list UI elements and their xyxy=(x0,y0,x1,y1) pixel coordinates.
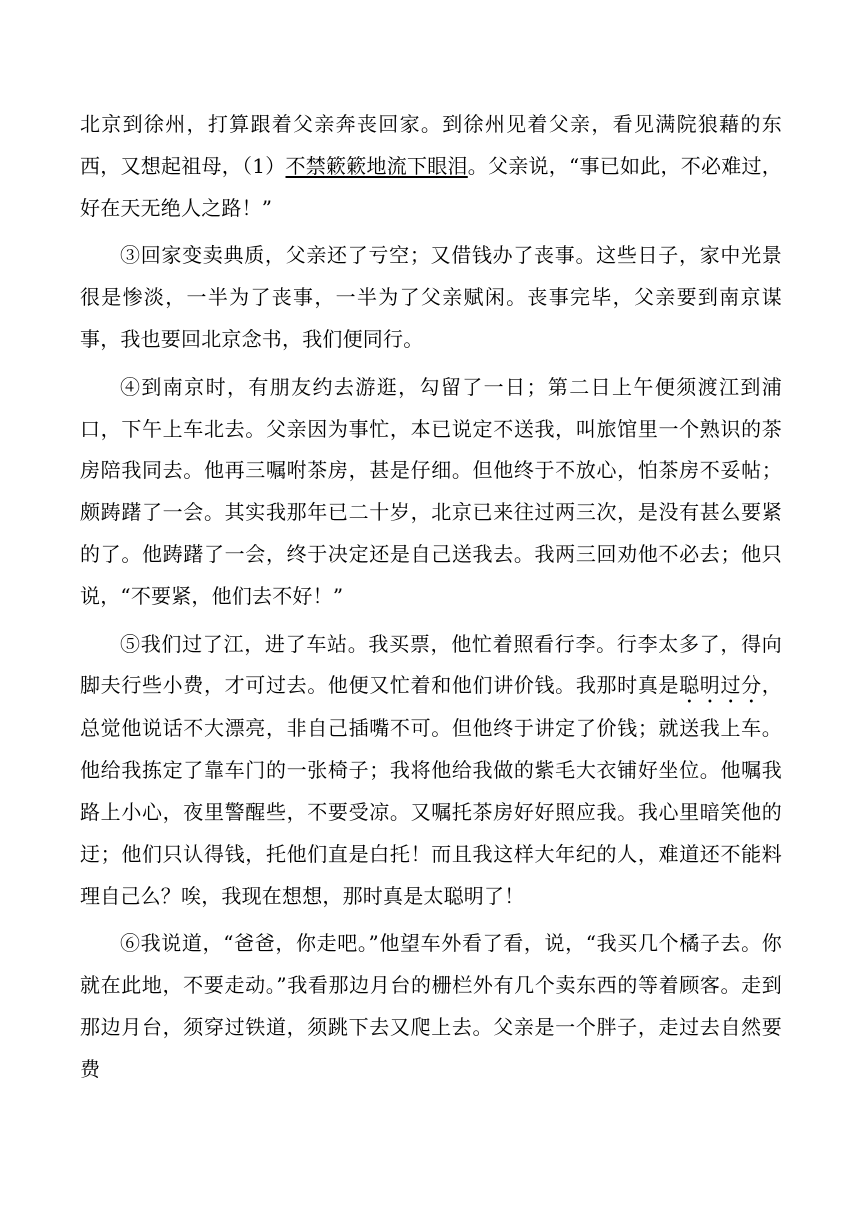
paragraph-3: ③回家变卖典质，父亲还了亏空；又借钱办了丧事。这些日子，家中光景很是惨淡，一半为了丧事，一半为了父亲赋闲。丧事完毕，父亲要到南京谋事，我也要回北京念书，我们便同行。 xyxy=(80,243,782,351)
paragraph-text: 北京到徐州，打算跟着父亲奔丧回家。到徐州见着父亲，看见满院狼藉的东西，又想起祖母，（1） xyxy=(80,112,782,178)
paragraph-text: 。父亲说，“事已如此，不必难过，好在天无绝人之路！” xyxy=(80,153,782,220)
paragraph-5 xyxy=(80,624,782,918)
paragraph-continued xyxy=(80,104,782,229)
paragraph-text: ⑤我们过了江，进了车站。我买票，他忙着照看行李。行李太多了，得向脚夫行些小费，才可过去。他便又忙着和他们讲价钱。我那时真是 xyxy=(80,631,782,698)
paragraph-4: ④到南京时，有朋友约去游逛，勾留了一日；第二日上午便须渡江到浦口，下午上车北去。父亲因为事忙，本已说定不送我，叫旅馆里一个熟识的茶房陪我同去。他再三嘱咐茶房，甚是仔细。但他终于不放心，怕茶房不妥帖；颇踌躇了一会。其实我那年已二十岁，北京已来往过两三次，是没有甚么要紧的了。他踌躇了一会，终于决定还是自己送我去。我两三回劝他不必去；他只说，“不要紧，他们去不好！” xyxy=(80,374,782,608)
document-page xyxy=(80,104,782,1097)
underlined-phrase: 不禁簌簌地流下眼泪 xyxy=(285,153,468,178)
paragraph-text: ，总觉他说话不大漂亮，非自己插嘴不可。但他终于讲定了价钱；就送我上车。他给我拣定了靠车门的一张椅子；我将他给我做的紫毛大衣铺好坐位。他嘱我路上小心，夜里警醒些，不要受凉。又嘱托茶房好好照应我。我心里暗笑他的迂；他们只认得钱，托他们直是白托！而且我这样大年纪的人，难道还不能料理自己么？唉，我现在想想，那时真是太聪明了！ xyxy=(80,673,782,908)
paragraph-6: ⑥我说道，“爸爸，你走吧。”他望车外看了看，说，“我买几个橘子去。你就在此地，不要走动。”我看那边月台的栅栏外有几个卖东西的等着顾客。走到那边月台，须穿过铁道，须跳下去又爬上去。父亲是一个胖子，走过去自然要费 xyxy=(80,931,782,1081)
emphasized-phrase: 聪明过分 xyxy=(679,673,762,698)
